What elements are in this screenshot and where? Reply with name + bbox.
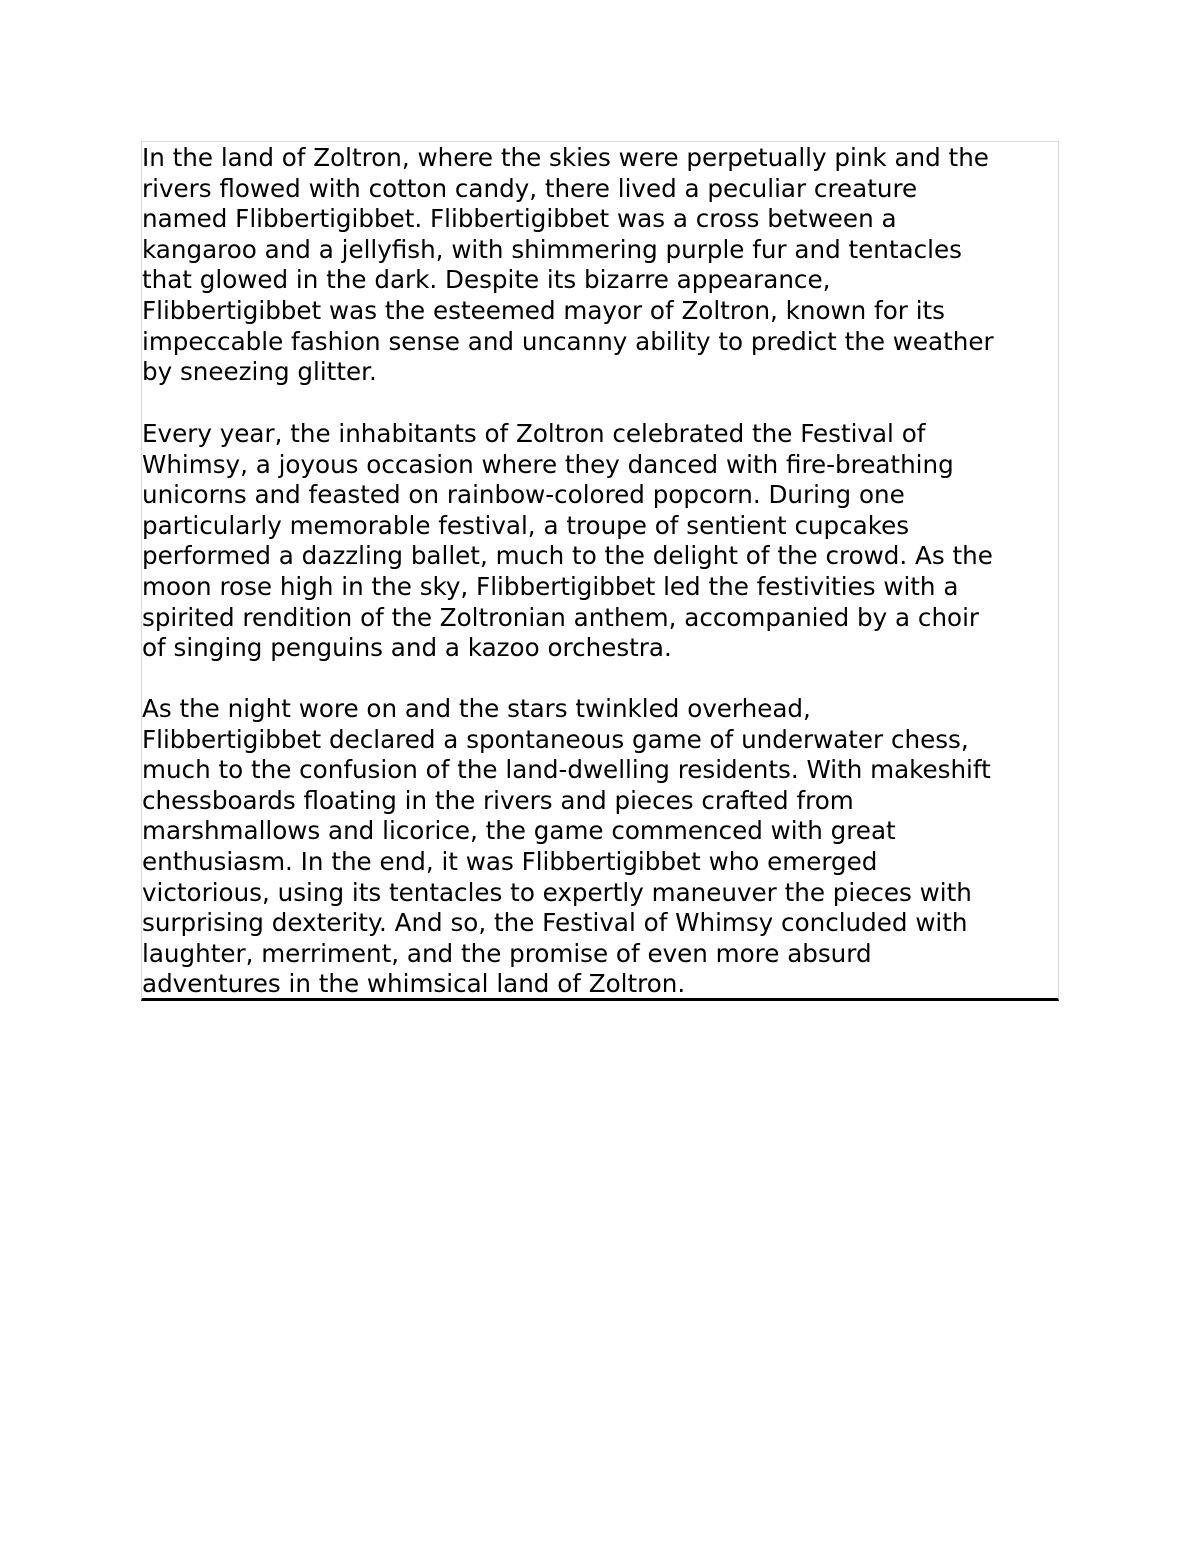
- text-line: Flibbertigibbet declared a spontaneous game of underwater chess,: [142, 724, 969, 754]
- text-line: chessboards floating in the rivers and pieces crafted from: [142, 785, 854, 815]
- paragraph-2: [142, 419, 1060, 664]
- text-line: Whimsy, a joyous occasion where they danced with fire-breathing: [142, 449, 954, 479]
- text-line: Every year, the inhabitants of Zoltron celebrated the Festival of: [142, 419, 926, 448]
- paragraph-3: [142, 694, 1060, 1000]
- text-line: laughter, merriment, and the promise of even more absurd: [142, 938, 872, 968]
- text-line: impeccable fashion sense and uncanny ability to predict the weather: [142, 326, 994, 356]
- text-line: adventures in the whimsical land of Zoltron.: [142, 969, 686, 999]
- text-line: Flibbertigibbet was the esteemed mayor of Zoltron, known for its: [142, 295, 945, 325]
- paragraph-1: [142, 143, 1060, 388]
- text-line: of singing penguins and a kazoo orchestra.: [142, 633, 672, 663]
- text-line: performed a dazzling ballet, much to the delight of the crowd. As the: [142, 541, 993, 571]
- story-text-box: [141, 141, 1059, 1001]
- text-line: victorious, using its tentacles to expertly maneuver the pieces with: [142, 877, 972, 907]
- text-line: unicorns and feasted on rainbow-colored popcorn. During one: [142, 480, 905, 510]
- text-line: kangaroo and a jellyfish, with shimmering purple fur and tentacles: [142, 234, 962, 264]
- text-line: particularly memorable festival, a troupe of sentient cupcakes: [142, 510, 910, 540]
- text-line: that glowed in the dark. Despite its bizarre appearance,: [142, 265, 831, 295]
- text-line: named Flibbertigibbet. Flibbertigibbet was a cross between a: [142, 204, 897, 234]
- text-line: much to the confusion of the land-dwelling residents. With makeshift: [142, 755, 991, 785]
- text-line: moon rose high in the sky, Flibbertigibbet led the festivities with a: [142, 571, 959, 601]
- text-line: enthusiasm. In the end, it was Flibbertigibbet who emerged: [142, 846, 878, 876]
- text-line: spirited rendition of the Zoltronian anthem, accompanied by a choir: [142, 602, 980, 632]
- text-line: As the night wore on and the stars twinkled overhead,: [142, 694, 811, 723]
- text-line: In the land of Zoltron, where the skies were perpetually pink and the: [142, 143, 989, 172]
- text-line: rivers flowed with cotton candy, there lived a peculiar creature: [142, 173, 918, 203]
- text-line: marshmallows and licorice, the game commenced with great: [142, 816, 896, 846]
- text-line: surprising dexterity. And so, the Festival of Whimsy concluded with: [142, 908, 968, 938]
- text-line: by sneezing glitter.: [142, 357, 377, 387]
